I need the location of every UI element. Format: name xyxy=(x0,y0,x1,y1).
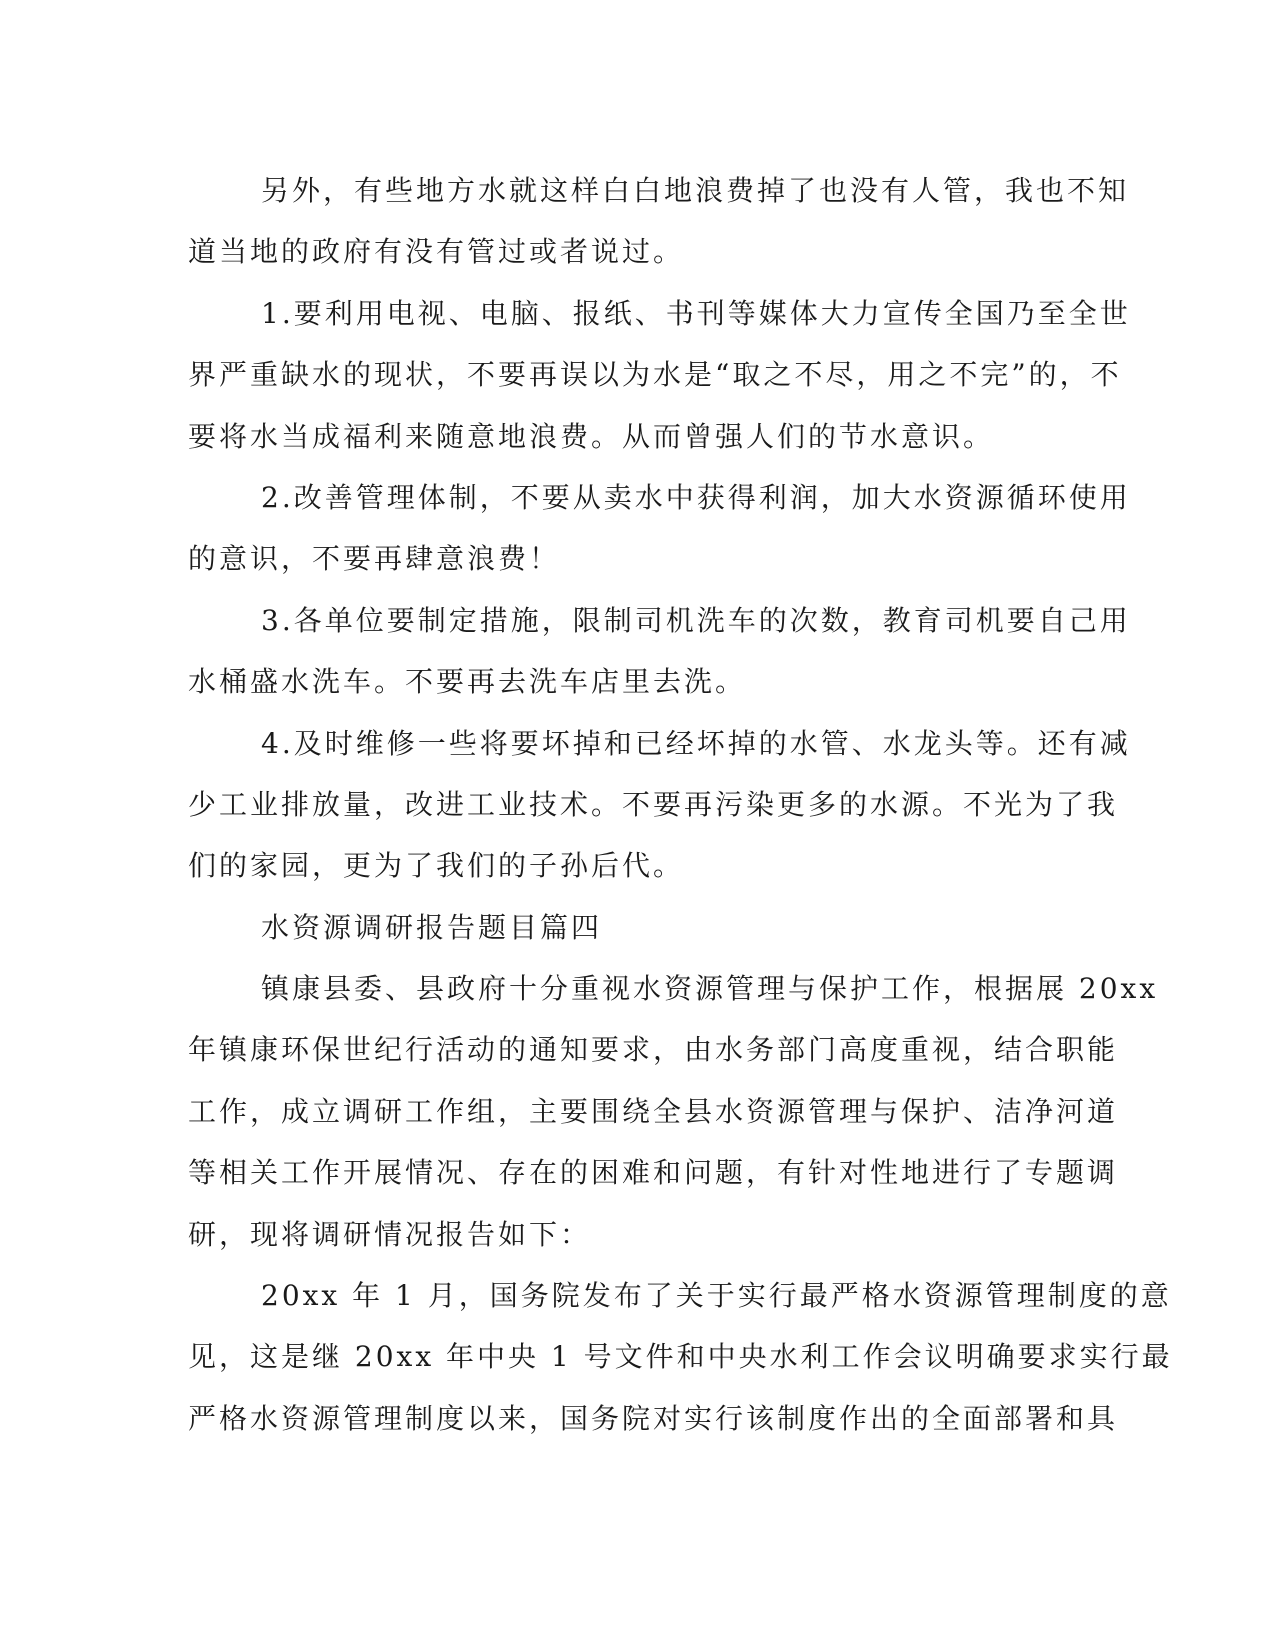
paragraph-line: 研，现将调研情况报告如下： xyxy=(188,1217,592,1251)
paragraph-line: 见，这是继 20xx 年中央 1 号文件和中央水利工作会议明确要求实行最 xyxy=(188,1340,1173,1374)
paragraph-line: 道当地的政府有没有管过或者说过。 xyxy=(188,235,685,269)
list-item-3-line: 水桶盛水洗车。不要再去洗车店里去洗。 xyxy=(188,665,747,699)
list-item-2-line: 的意识，不要再肆意浪费！ xyxy=(188,542,561,576)
list-item-4-line: 4.及时维修一些将要坏掉和已经坏掉的水管、水龙头等。还有减 xyxy=(261,726,1131,760)
paragraph-line: 严格水资源管理制度以来，国务院对实行该制度作出的全面部署和具 xyxy=(188,1401,1119,1435)
list-item-3-line: 3.各单位要制定措施，限制司机洗车的次数，教育司机要自己用 xyxy=(261,603,1131,637)
paragraph-line: 20xx 年 1 月，国务院发布了关于实行最严格水资源管理制度的意 xyxy=(261,1279,1172,1313)
list-item-1-line: 1.要利用电视、电脑、报纸、书刊等媒体大力宣传全国乃至全世 xyxy=(261,296,1131,330)
paragraph-line: 镇康县委、县政府十分重视水资源管理与保护工作，根据展 20xx xyxy=(261,972,1159,1006)
paragraph-line: 等相关工作开展情况、存在的困难和问题，有针对性地进行了专题调 xyxy=(188,1156,1119,1190)
paragraph-line: 年镇康环保世纪行活动的通知要求，由水务部门高度重视，结合职能 xyxy=(188,1033,1119,1067)
list-item-2-line: 2.改善管理体制，不要从卖水中获得利润，加大水资源循环使用 xyxy=(261,480,1131,514)
list-item-1-line: 要将水当成福利来随意地浪费。从而曾强人们的节水意识。 xyxy=(188,419,995,453)
document-body xyxy=(188,160,1173,1449)
list-item-4-line: 们的家园，更为了我们的子孙后代。 xyxy=(188,849,685,883)
list-item-4-line: 少工业排放量，改进工业技术。不要再污染更多的水源。不光为了我 xyxy=(188,787,1119,821)
section-heading: 水资源调研报告题目篇四 xyxy=(261,910,603,944)
paragraph-line: 工作，成立调研工作组，主要围绕全县水资源管理与保护、洁净河道 xyxy=(188,1094,1119,1128)
paragraph-line: 另外，有些地方水就这样白白地浪费掉了也没有人管，我也不知 xyxy=(261,174,1130,207)
list-item-1-line: 界严重缺水的现状，不要再误以为水是“取之不尽，用之不完”的，不 xyxy=(188,358,1122,392)
